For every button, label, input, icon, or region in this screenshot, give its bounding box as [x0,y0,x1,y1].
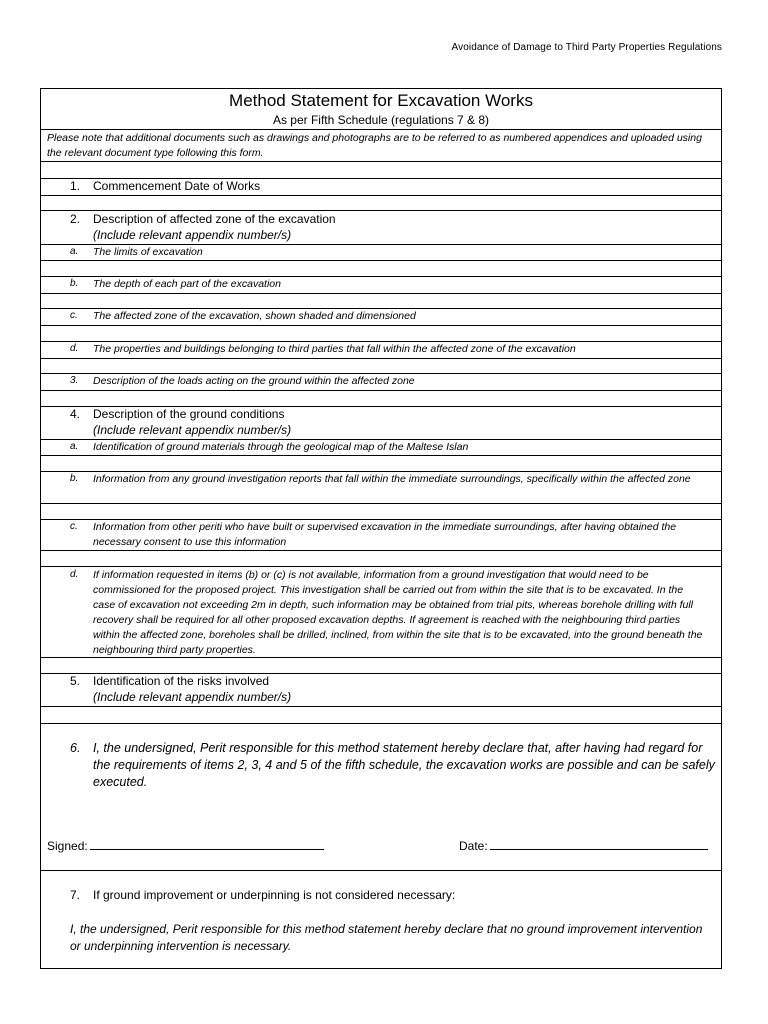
divider [41,358,721,359]
date-label: Date: [459,839,488,853]
running-header: Avoidance of Damage to Third Party Properties Regulations [451,42,722,53]
item-4d-letter: d. [70,569,79,580]
divider [41,129,721,130]
item-2c-text: The affected zone of the excavation, shown shaded and dimensioned [93,310,416,322]
item-4d-text: If information requested in items (b) or (c) is not available, information from a ground investigation that would need to be commissioned for the proposed project. This investigation shall be carried out from within the site that is to be excavated. In the case of excavation not exceeding 2m in depth, such information may be obtained from trial pits, whereas borehole drilling with full recovery shall be required for all other proposed excavation depths. If agreement is reached with the neighbouring third parties within the affected zone, boreholes shall be drilled, inclined, from within the site that is to be excavated, into the ground beneath the neighbouring third party properties. [93,569,703,656]
section-7-declaration: I, the undersigned, Perit responsible for this method statement hereby declare that no ground improvement intervention or underpinning intervention is necessary. [70,922,703,953]
method-statement-form [40,88,722,969]
divider [41,657,721,658]
divider [41,455,721,456]
signed-label: Signed: [47,839,88,853]
item-4b-letter: b. [70,473,79,484]
section-4-number: 4. [70,407,81,421]
signature-line[interactable] [90,848,324,850]
divider [41,550,721,551]
section-5-number: 5. [70,674,81,688]
item-4b-text: Information from any ground investigation reports that fall within the immediate surroundings, specifically within the affected zone [93,473,691,485]
item-2d-letter: d. [70,343,79,354]
divider [41,260,721,261]
section-5-heading: Identification of the risks involved [93,674,270,688]
section-2-heading: Description of affected zone of the excavation [93,212,336,226]
divider [41,210,721,211]
form-title: Method Statement for Excavation Works [229,91,533,110]
divider [41,325,721,326]
divider [41,293,721,294]
divider [41,161,721,162]
item-2b-text: The depth of each part of the excavation [93,278,281,290]
divider [41,195,721,196]
item-2d-text: The properties and buildings belonging to third parties that fall within the affected zone of the excavation [93,343,576,355]
section-3-number: 3. [70,375,79,386]
date-field [459,839,708,853]
section-1-number: 1. [70,179,81,193]
item-4a-letter: a. [70,441,79,452]
section-4-heading: Description of the ground conditions [93,407,285,421]
section-7-number: 7. [70,888,81,902]
item-4c-letter: c. [70,521,78,532]
divider [41,390,721,391]
section-6-declaration: I, the undersigned, Perit responsible for this method statement hereby declare that, after having had regard for the requirements of items 2, 3, 4 and 5 of the fifth schedule, the excavation works are possible and can be safely executed. [93,741,715,789]
date-line[interactable] [490,848,708,850]
section-3-text: Description of the loads acting on the ground within the affected zone [93,375,415,387]
item-4a-text: Identification of ground materials through the geological map of the Maltese Islan [93,441,469,453]
divider [41,723,721,724]
divider [41,566,721,567]
item-2c-letter: c. [70,310,78,321]
signed-field [47,839,324,853]
item-2a-letter: a. [70,246,79,257]
section-4-subheading: (Include relevant appendix number/s) [93,423,292,437]
section-2-number: 2. [70,212,81,226]
item-2a-text: The limits of excavation [93,246,203,258]
section-5-subheading: (Include relevant appendix number/s) [93,690,292,704]
divider [41,870,721,871]
section-6-number: 6. [70,741,81,755]
section-1-heading: Commencement Date of Works [93,179,261,193]
divider [41,503,721,504]
section-7-heading: If ground improvement or underpinning is not considered necessary: [93,888,456,902]
form-subtitle: As per Fifth Schedule (regulations 7 & 8) [272,113,490,127]
divider [41,706,721,707]
section-2-subheading: (Include relevant appendix number/s) [93,228,292,242]
note-text: Please note that additional documents such as drawings and photographs are to be referred to as numbered appendices and uploaded using the relevant document type following this form. [47,132,702,159]
item-4c-text: Information from other periti who have built or supervised excavation in the immediate surroundings, after having obtained the necessary consent to use this information [93,521,677,548]
item-2b-letter: b. [70,278,79,289]
